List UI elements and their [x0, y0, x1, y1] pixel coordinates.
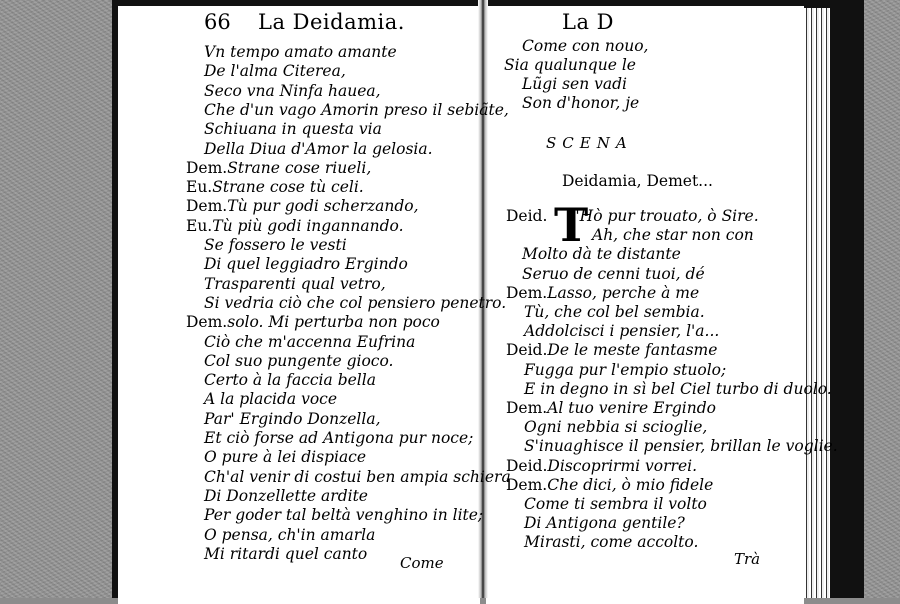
verse-line — [204, 505, 483, 525]
verse-line — [204, 139, 433, 159]
verse-line — [204, 254, 408, 274]
verse-text: Strane cose tù celi. — [212, 178, 364, 197]
verse-text: Par' Ergindo Donzella, — [204, 409, 381, 428]
verse-text: E in degno in sì bel Ciel turbo di duolo. — [524, 379, 832, 398]
verse-text: Tù, che col bel sembia. — [524, 303, 705, 321]
verse-line — [522, 264, 705, 284]
character-list: Deidamia, Demet... — [562, 172, 713, 190]
verse-line — [524, 417, 707, 437]
verse-line — [204, 119, 382, 139]
verse-line — [506, 340, 717, 360]
verse-text: Seco vna Ninfa hauea, — [204, 81, 381, 100]
verse-text: Che d'un vago Amorin preso il sebiãte, — [204, 100, 509, 119]
verse-line — [506, 456, 697, 476]
drop-cap: T — [554, 198, 589, 252]
speaker-label: Dem. — [506, 475, 548, 494]
verse-line — [524, 379, 832, 399]
verse-line — [204, 467, 511, 487]
verse-line — [204, 409, 381, 429]
speaker-label: Eu. — [186, 216, 213, 235]
verse-text: O pensa, ch'in amarla — [204, 525, 376, 544]
verse-text: Se fossero le vesti — [204, 236, 347, 254]
verse-line: Come con nouo, — [522, 37, 649, 55]
verse-text: Lasso, perche à me — [547, 283, 700, 302]
verse-text: O pure à lei dispiace — [204, 448, 367, 467]
verse-line — [524, 302, 705, 322]
verse-line — [524, 360, 726, 380]
verse-line — [506, 398, 716, 418]
verse-text: Tù pur godi scherzando, — [227, 197, 419, 216]
verse-text: Fugga pur l'empio stuolo; — [524, 360, 727, 379]
verse-text: Vn tempo amato amante — [204, 43, 397, 61]
verse-text: Et ciò forse ad Antigona pur noce; — [204, 429, 474, 447]
catchword-right: Trà — [734, 550, 761, 568]
verse-text: Trasparenti qual vetro, — [204, 274, 386, 293]
verse-text: solo. Mi perturba non poco — [227, 313, 440, 332]
verse-line — [204, 81, 381, 101]
running-title-left: La Deidamia. — [258, 10, 405, 34]
verse-text: Strane cose riueli, — [227, 158, 372, 177]
verse-text: Discoprirmi vorrei. — [547, 456, 698, 475]
verse-line — [204, 351, 393, 371]
verse-text: Per goder tal beltà venghino in lite; — [204, 506, 484, 525]
verse-line — [204, 428, 473, 448]
verse-line — [204, 100, 509, 120]
verse-text: S'inuaghisce il pensier, brillan le voglie. — [524, 437, 838, 456]
verse-line — [204, 447, 366, 467]
verse-line — [524, 513, 685, 533]
verse-line — [204, 61, 346, 81]
speaker-label: Dem. — [186, 158, 228, 177]
verse-text: Col suo pungente gioco. — [204, 351, 394, 370]
speaker-label: Deid. — [506, 341, 548, 360]
speaker-label: Dem. — [186, 313, 228, 332]
verse-text: Ciò che m'accenna Eufrina — [204, 332, 416, 351]
verse-text: Di quel leggiadro Ergindo — [204, 255, 408, 274]
catchword-left: Come — [400, 554, 444, 572]
verse-line — [204, 389, 337, 409]
verse-text: Tù più godi ingannando. — [212, 216, 404, 235]
scene-heading: SCENA — [546, 134, 633, 152]
verse-line — [204, 42, 397, 62]
verse-line: Sia qualunque le — [504, 56, 636, 74]
verse-line — [186, 177, 364, 197]
verse-line — [592, 225, 754, 245]
verse-text: Molto dà te distante — [522, 245, 681, 264]
verse-line — [186, 196, 419, 216]
speaker-label: Dem. — [506, 283, 548, 302]
verse-line: Son d'honor, je — [522, 94, 640, 112]
speaker-label: Eu. — [186, 178, 213, 197]
verse-line — [186, 158, 371, 178]
verse-text: Mi ritardi quel canto — [204, 544, 368, 563]
verse-line — [204, 370, 376, 390]
verse-text: Certo à la faccia bella — [204, 371, 376, 390]
verse-line — [204, 525, 375, 545]
verse-line: Lũgi sen vadi — [522, 75, 627, 93]
verse-text: Seruo de cenni tuoi, dé — [522, 264, 705, 283]
verse-text: Ogni nebbia si scioglie, — [524, 418, 708, 437]
verse-line — [204, 274, 386, 294]
speaker-label: Deid. — [506, 456, 548, 475]
verse-text: Della Diua d'Amor la gelosia. — [204, 139, 433, 158]
verse-text: Di Donzellette ardite — [204, 486, 368, 505]
verse-line — [524, 436, 838, 456]
verse-line — [204, 332, 415, 352]
verse-text: Mirasti, come accolto. — [524, 533, 699, 552]
verse-text: Schiuana in questa via — [204, 120, 382, 139]
verse-line — [524, 494, 707, 514]
verse-line — [522, 244, 681, 264]
verse-text: A la placida voce — [204, 390, 338, 409]
speaker-label: Deid. — [506, 207, 548, 225]
page-edges — [804, 8, 830, 598]
running-title-right: La D — [562, 10, 614, 34]
verse-line — [524, 532, 698, 552]
verse-text: 'Hò pur trouato, ò Sire. — [575, 207, 759, 225]
verse-text: Al tuo venire Ergindo — [547, 399, 717, 417]
verse-text: Ah, che star non con — [592, 226, 754, 245]
verse-text: Come ti sembra il volto — [524, 495, 707, 513]
verse-line — [204, 235, 347, 255]
verse-line — [506, 206, 759, 226]
speaker-label: Dem. — [186, 197, 228, 216]
verse-line — [204, 293, 506, 313]
page-number: 66 — [204, 10, 231, 34]
verse-text: De le meste fantasme — [547, 341, 718, 360]
verse-line — [186, 216, 404, 236]
verse-line — [186, 312, 440, 332]
verse-line — [524, 321, 719, 341]
verse-text: Di Antigona gentile? — [524, 514, 685, 533]
verse-text: Ch'al venir di costui ben ampia schiera — [204, 467, 511, 486]
verse-line — [506, 283, 699, 303]
verse-text: De l'alma Citerea, — [204, 62, 346, 81]
verse-text: Che dici, ò mio fidele — [547, 475, 714, 494]
verse-line — [204, 544, 367, 564]
speaker-label: Dem. — [506, 399, 548, 417]
verse-text: Si vedria ciò che col pensiero penetro. — [204, 293, 507, 312]
verse-text: Addolcisci i pensier, l'a... — [524, 322, 720, 341]
verse-line — [506, 475, 713, 495]
verse-line — [204, 486, 368, 506]
